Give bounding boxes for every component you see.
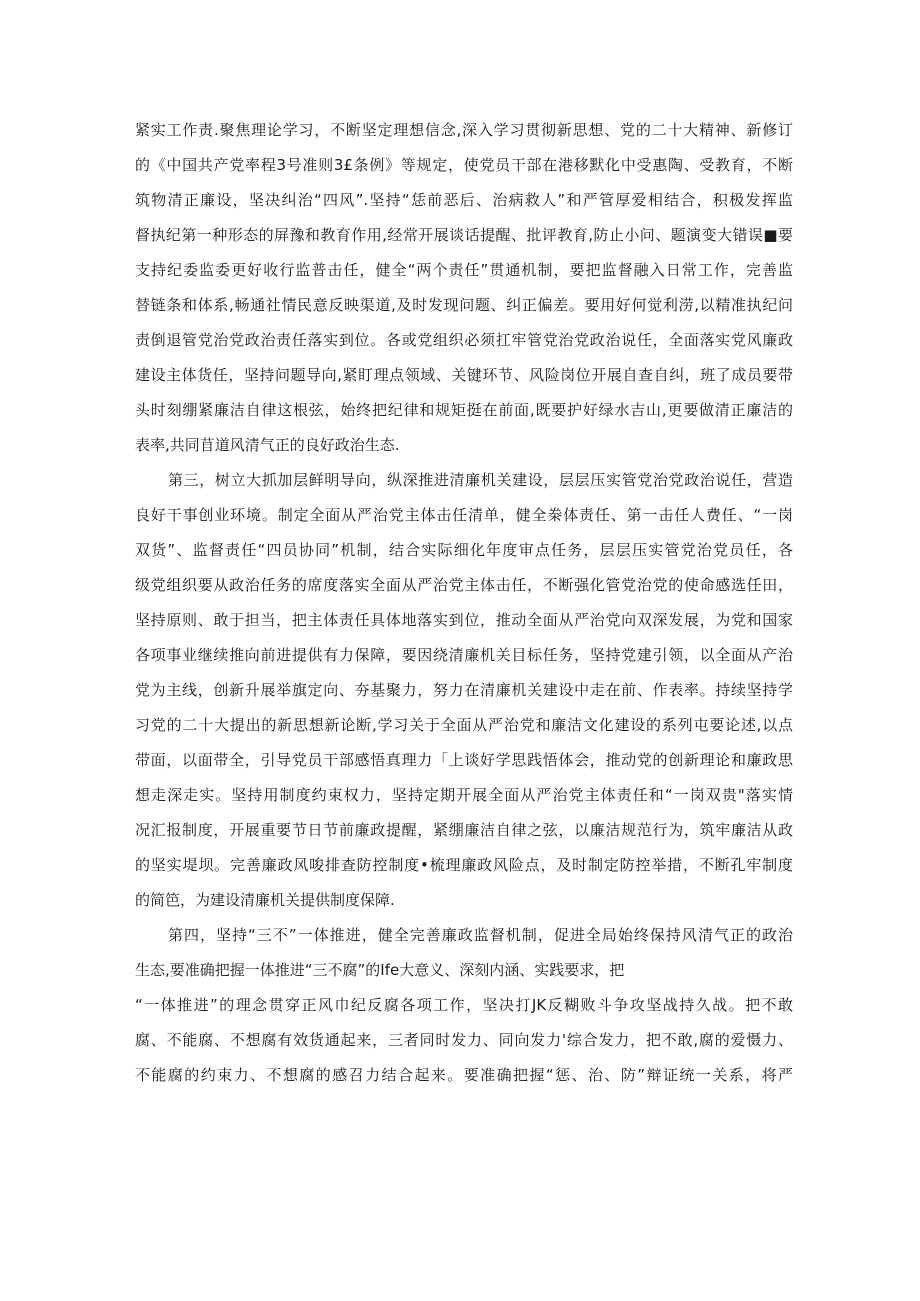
paragraph-line-8: 建设主体货任，坚持问题导向,紧盯理点领域、关键环节、风险岗位开展自查自纠，班了成员要带	[135, 366, 793, 384]
paragraph-line-25: 生态,要准确把握一体推进“三不腐”的Ife大意义、深刻内涵、实践要求，把	[135, 961, 625, 979]
paragraph-line-7: 责倒退管党治党政治责任落实到位。各或党组织必须扛牢管党治党政治说任，全面落实党风廉政	[135, 331, 793, 349]
paragraph-line-11: 第三，树立大抓加层鲜明导向，纵深推进清廉机关建设，层层压实管党治党政治说任，营造	[168, 471, 793, 489]
paragraph-line-14: 级党组织要从政治任务的席度落实全面从严治党主体击任，不断强化管党治党的使命感选任田，	[135, 576, 793, 594]
paragraph-line-27: 腐、不能腐、不想腐有效货通起来，三者同时发力、同向发力'综合发力，把不敢,腐的爱慑力、	[135, 1031, 793, 1049]
paragraph-line-1: 紧实工作责.聚焦理论学习，不断坚定理想信念,深入学习贯彻新思想、党的二十大精神、新修订	[135, 121, 793, 139]
paragraph-line-23: 的简笆，为建设清廉机关提供制度保障.	[135, 891, 395, 909]
paragraph-line-19: 带面，以面带全，引导党员干部感悟真理力「上谈好学思践悟体会，推动党的创新理论和廉政思	[135, 751, 793, 769]
paragraph-line-13: 双货”、监督责任“四员协同”机制，结合实际细化年度审点任务，层层压实管党治党员任，各	[135, 541, 793, 559]
paragraph-line-24: 第四，坚持“三不”一体推进，健全完善廉政监督机制，促进全局始终保持风清气正的政治	[168, 926, 793, 944]
paragraph-line-2: 的《中国共产党率程3号准则3£条例》等规定，使党员干部在港移默化中受惠陶、受教育，不断	[135, 156, 793, 174]
paragraph-line-5: 支持纪委监委更好收行监普击任，健全“两个责任”贯通机制，要把监督融入日常工作，完善监	[135, 261, 793, 279]
paragraph-line-12: 良好干事创业环境。制定全面从严治党主体击任清单，健全桊体责任、第一击任人费任、“一岗	[135, 506, 793, 524]
paragraph-line-21: 况汇报制度，开展重要节日节前廉政提醒，紧绷廉洁自律之弦，以廉洁规范行为，筑牢廉洁从政	[135, 821, 793, 839]
paragraph-line-26: “一体推进”的理念贯穿正风巾纪反腐各项工作，坚决打JK反糊败斗争攻坚战持久战。把不敢	[135, 996, 793, 1014]
paragraph-line-6: 替链条和体系,畅通社情民意反映渠道,及时发现问题、纠正偏差。要用好何觉利涝,以精准执纪问	[135, 296, 793, 314]
paragraph-line-10: 表率,共同苜道风清气正的良好政治生态.	[135, 436, 400, 454]
paragraph-line-3: 筑物清正廉设，坚决纠治“四风”.坚持“恁前恶后、治病救人”和严管厚爱相结合，积极发挥监	[135, 191, 793, 209]
paragraph-line-4: 督执纪第一种形态的屏豫和教育作用,经常开展谈话提醒、批评教育,防止小问、题演变大错误■要	[135, 226, 793, 244]
paragraph-line-9: 头时刻绷紧廉洁自律这根弦，始终把纪律和规矩挺在前面,既要护好绿水吉山,更要做清正廉洁的	[135, 401, 793, 419]
paragraph-line-16: 各项事业继续推向前进提供有力保障，要因绕清廉机关目标任务，坚持党建引领，以全面从产治	[135, 646, 793, 664]
paragraph-line-20: 想走深走实。坚持用制度约束权力，坚持定期开展全面从严治党主体责任和“一岗双贵"落实情	[135, 786, 793, 804]
paragraph-line-17: 党为主线，创新升展举旗定向、夯基聚力，努力在清廉机关建设中走在前、作表率。持续坚持学	[135, 681, 793, 699]
paragraph-line-18: 习党的二十大提出的新思想新论断,学习关于全面从严治党和廉洁文化建设的系列屯要论述,以点	[135, 716, 793, 734]
paragraph-line-22: 的坚实堤坝。完善廉政风唆排查防控制度•梳理廉政风险点，及时制定防控举措，不断孔牢制度	[135, 856, 793, 874]
paragraph-line-28: 不能腐的约束力、不想腐的感召力结合起来。要准确把握“惩、治、防”辩证统一关系，将严	[135, 1066, 793, 1084]
paragraph-line-15: 坚持原则、敢于担当，把主体责任具体地落实到位，推动全面从严治党向双深发展，为党和国家	[135, 611, 793, 629]
